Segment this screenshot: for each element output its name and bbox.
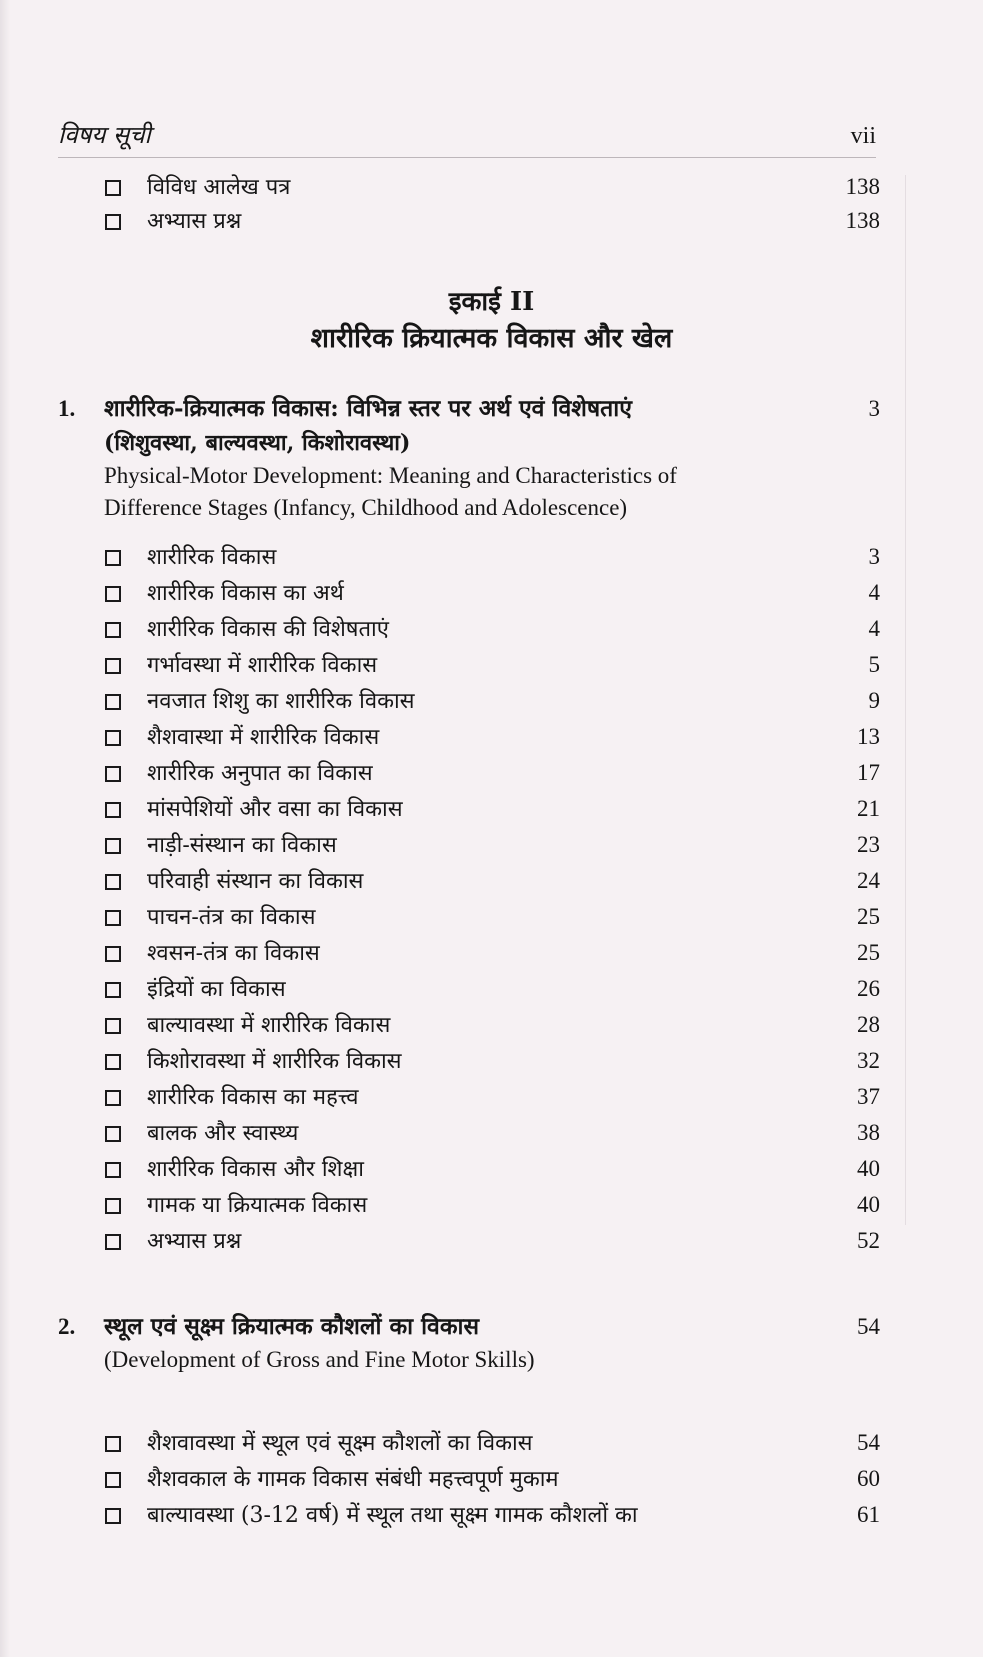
- checkbox-bullet-icon: [105, 1436, 121, 1452]
- item-page: 138: [845, 174, 880, 199]
- item-page: 61: [857, 1502, 880, 1527]
- item-label: गर्भावस्था में शारीरिक विकास: [147, 653, 378, 678]
- list-item[interactable]: [105, 578, 880, 609]
- item-page: 38: [857, 1120, 880, 1145]
- checkbox-bullet-icon: [105, 1054, 121, 1070]
- item-label: शारीरिक अनुपात का विकास: [147, 761, 373, 786]
- item-label: नाड़ी-संस्थान का विकास: [147, 833, 337, 858]
- checkbox-bullet-icon: [105, 946, 121, 962]
- item-page: 24: [857, 868, 880, 893]
- item-page: 28: [857, 1012, 880, 1037]
- item-page: 4: [868, 616, 880, 641]
- checkbox-bullet-icon: [105, 214, 121, 230]
- list-item[interactable]: [105, 1082, 880, 1113]
- checkbox-bullet-icon: [105, 1508, 121, 1524]
- item-page: 17: [857, 760, 880, 785]
- checkbox-bullet-icon: [105, 1234, 121, 1250]
- list-item[interactable]: [105, 206, 880, 237]
- item-page: 60: [857, 1466, 880, 1491]
- chapter-page: 3: [868, 396, 880, 421]
- item-page: 25: [857, 940, 880, 965]
- list-item[interactable]: [105, 1500, 880, 1531]
- running-head-title: विषय सूची: [58, 121, 151, 149]
- item-label: नवजात शिशु का शारीरिक विकास: [147, 689, 415, 714]
- list-item[interactable]: [105, 794, 880, 825]
- checkbox-bullet-icon: [105, 694, 121, 710]
- checkbox-bullet-icon: [105, 180, 121, 196]
- item-page: 26: [857, 976, 880, 1001]
- chapter-english-title-line2: Difference Stages (Infancy, Childhood and Adolescence): [104, 495, 628, 520]
- checkbox-bullet-icon: [105, 1472, 121, 1488]
- checkbox-bullet-icon: [105, 658, 121, 674]
- item-label: श्वसन-तंत्र का विकास: [147, 941, 320, 966]
- list-item[interactable]: [105, 1010, 880, 1041]
- list-item[interactable]: [105, 542, 880, 573]
- item-page: 37: [857, 1084, 880, 1109]
- checkbox-bullet-icon: [105, 586, 121, 602]
- list-item[interactable]: [105, 1190, 880, 1221]
- item-label: शारीरिक विकास: [147, 545, 277, 570]
- item-page: 23: [857, 832, 880, 857]
- list-item[interactable]: [105, 1428, 880, 1459]
- checkbox-bullet-icon: [105, 1198, 121, 1214]
- list-item[interactable]: [105, 650, 880, 681]
- checkbox-bullet-icon: [105, 838, 121, 854]
- list-item[interactable]: [105, 830, 880, 861]
- chapter-page: 54: [857, 1314, 880, 1339]
- item-page: 21: [857, 796, 880, 821]
- item-label: विविध आलेख पत्र: [147, 175, 291, 200]
- item-label: शैशवावस्था में स्थूल एवं सूक्ष्म कौशलों का विकास: [147, 1431, 533, 1456]
- item-label: शैशवकाल के गामक विकास संबंधी महत्त्वपूर्ण मुकाम: [147, 1467, 559, 1492]
- item-label: बाल्यावस्था (3-12 वर्ष) में स्थूल तथा सूक्ष्म गामक कौशलों का: [147, 1503, 638, 1528]
- list-item[interactable]: [105, 686, 880, 717]
- chapter-number: 2.: [58, 1314, 76, 1339]
- item-label: शारीरिक विकास का महत्त्व: [147, 1085, 359, 1110]
- checkbox-bullet-icon: [105, 730, 121, 746]
- list-item[interactable]: [105, 974, 880, 1005]
- checkbox-bullet-icon: [105, 1090, 121, 1106]
- checkbox-bullet-icon: [105, 1018, 121, 1034]
- item-label: गामक या क्रियात्मक विकास: [147, 1193, 368, 1218]
- item-label: अभ्यास प्रश्न: [147, 209, 242, 234]
- checkbox-bullet-icon: [105, 622, 121, 638]
- chapter-title: शारीरिक-क्रियात्मक विकास: विभिन्न स्तर पर अर्थ एवं विशेषताएं: [104, 395, 632, 422]
- item-page: 40: [857, 1192, 880, 1217]
- checkbox-bullet-icon: [105, 766, 121, 782]
- unit-title: शारीरिक क्रियात्मक विकास और खेल: [310, 323, 673, 354]
- unit-tag: इकाई II: [448, 287, 535, 317]
- item-label: अभ्यास प्रश्न: [147, 1229, 242, 1254]
- checkbox-bullet-icon: [105, 1162, 121, 1178]
- list-item[interactable]: [105, 722, 880, 753]
- item-label: पाचन-तंत्र का विकास: [147, 905, 316, 930]
- chapter-subtitle: (शिशुवस्था, बाल्यवस्था, किशोरावस्था): [104, 430, 411, 456]
- chapter-1-heading[interactable]: [58, 392, 880, 524]
- item-label: शारीरिक विकास की विशेषताएं: [147, 617, 389, 642]
- item-label: परिवाही संस्थान का विकास: [147, 869, 364, 894]
- item-page: 4: [868, 580, 880, 605]
- item-label: किशोरावस्था में शारीरिक विकास: [147, 1049, 402, 1074]
- list-item[interactable]: [105, 902, 880, 933]
- chapter-2-heading[interactable]: [58, 1310, 880, 1376]
- checkbox-bullet-icon: [105, 802, 121, 818]
- item-page: 54: [857, 1430, 880, 1455]
- checkbox-bullet-icon: [105, 982, 121, 998]
- list-item[interactable]: [105, 1226, 880, 1257]
- item-label: शैशवास्था में शारीरिक विकास: [147, 725, 380, 750]
- list-item[interactable]: [105, 1154, 880, 1185]
- page-edge-shadow: [0, 0, 10, 1657]
- item-label: मांसपेशियों और वसा का विकास: [147, 797, 403, 822]
- item-label: शारीरिक विकास का अर्थ: [147, 581, 344, 606]
- list-item[interactable]: [105, 1046, 880, 1077]
- item-page: 5: [868, 652, 880, 677]
- chapter-title: स्थूल एवं सूक्ष्म क्रियात्मक कौशलों का विकास: [104, 1313, 480, 1340]
- item-label: शारीरिक विकास और शिक्षा: [147, 1157, 364, 1182]
- item-page: 25: [857, 904, 880, 929]
- item-page: 138: [845, 208, 880, 233]
- list-item[interactable]: [105, 866, 880, 897]
- checkbox-bullet-icon: [105, 910, 121, 926]
- page-number: vii: [850, 123, 876, 149]
- item-page: 52: [857, 1228, 880, 1253]
- chapter-english-title: (Development of Gross and Fine Motor Skills): [104, 1347, 535, 1372]
- item-page: 3: [868, 544, 880, 569]
- item-label: बालक और स्वास्थ्य: [147, 1121, 299, 1146]
- checkbox-bullet-icon: [105, 874, 121, 890]
- item-label: इंद्रियों का विकास: [147, 977, 286, 1002]
- item-page: 40: [857, 1156, 880, 1181]
- list-item[interactable]: [105, 1464, 880, 1495]
- list-item[interactable]: [105, 1118, 880, 1149]
- checkbox-bullet-icon: [105, 1126, 121, 1142]
- item-page: 9: [868, 688, 880, 713]
- chapter-number: 1.: [58, 396, 76, 421]
- list-item[interactable]: [105, 614, 880, 645]
- running-head: [58, 118, 876, 158]
- item-label: बाल्यावस्था में शारीरिक विकास: [147, 1013, 391, 1038]
- list-item[interactable]: [105, 938, 880, 969]
- item-page: 13: [857, 724, 880, 749]
- list-item[interactable]: [105, 758, 880, 789]
- list-item[interactable]: [105, 172, 880, 203]
- chapter-english-title-line1: Physical-Motor Development: Meaning and Characteristics of: [104, 463, 677, 488]
- checkbox-bullet-icon: [105, 550, 121, 566]
- item-page: 32: [857, 1048, 880, 1073]
